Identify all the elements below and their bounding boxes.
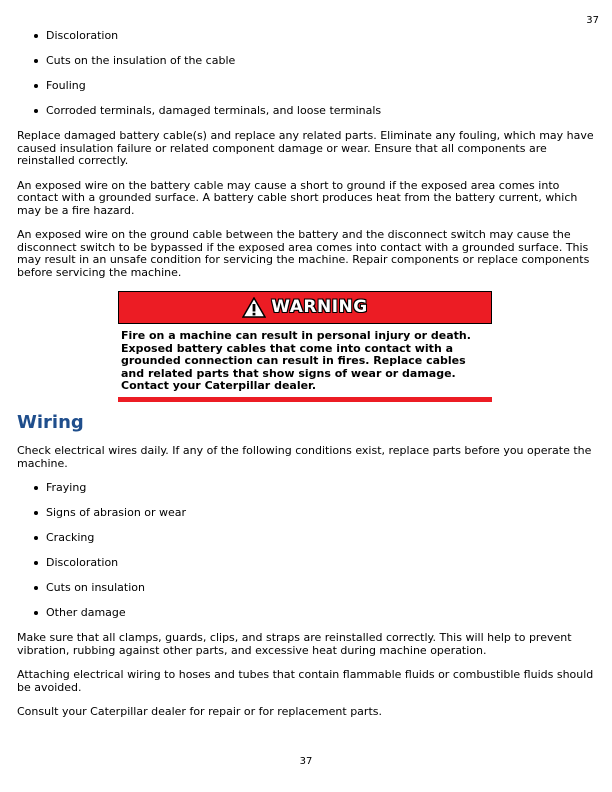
paragraph-battery-short: An exposed wire on the battery cable may cause a short to ground if the exposed area comes into contact with a grounded surface. A battery cable short produces heat from the battery current, which may be a fire hazard. <box>17 178 578 217</box>
list-item: Other damage <box>17 607 595 620</box>
warning-triangle-icon <box>242 297 266 318</box>
warning-header <box>118 291 492 324</box>
list-item: Cuts on the insulation of the cable <box>17 55 595 68</box>
page-content <box>17 30 595 731</box>
paragraph-wiring-intro: Check electrical wires daily. If any of the following conditions exist, replace parts before you operate the machine. <box>17 444 592 470</box>
cable-conditions-list <box>17 30 595 118</box>
paragraph-ground-cable: An exposed wire on the ground cable between the battery and the disconnect switch may cause the disconnect switch to be bypassed if the exposed area comes into contact with a grounded surface. This may result in an unsafe condition for servicing the machine. Repair components or replace components before servicing the machine. <box>17 228 590 279</box>
section-heading-wiring: Wiring <box>17 411 84 433</box>
paragraph-flammable: Attaching electrical wiring to hoses and tubes that contain flammable fluids or combustible fluids should be avoided. <box>17 668 594 694</box>
list-item: Discoloration <box>17 30 595 43</box>
paragraph-consult-dealer: Consult your Caterpillar dealer for repair or for replacement parts. <box>17 705 382 718</box>
warning-title: WARNING <box>271 297 368 318</box>
list-item: Cuts on insulation <box>17 582 595 595</box>
paragraph-replace-cables: Replace damaged battery cable(s) and replace any related parts. Eliminate any fouling, which may have caused insulation failure or related component damage or wear. Ensure that all components are reinstalled correctly. <box>17 129 594 167</box>
list-item: Fouling <box>17 80 595 93</box>
list-item: Signs of abrasion or wear <box>17 507 595 520</box>
list-item: Fraying <box>17 482 595 495</box>
list-item: Cracking <box>17 532 595 545</box>
page-number-bottom: 37 <box>299 756 313 767</box>
paragraph-clamps: Make sure that all clamps, guards, clips, and straps are reinstalled correctly. This will help to prevent vibration, rubbing against other parts, and excessive heat during machine operation. <box>17 631 572 657</box>
warning-bottom-bar <box>118 397 492 402</box>
page-number-top: 37 <box>586 15 599 26</box>
warning-box <box>118 291 492 402</box>
list-item: Discoloration <box>17 557 595 570</box>
wiring-conditions-list <box>17 482 595 620</box>
warning-text: Fire on a machine can result in personal injury or death. Exposed battery cables that come into contact with a grounded connection can result in fires. Replace cables and related parts that show signs of wear or damage. Contact your Caterpillar dealer. <box>121 329 471 392</box>
list-item: Corroded terminals, damaged terminals, and loose terminals <box>17 105 595 118</box>
